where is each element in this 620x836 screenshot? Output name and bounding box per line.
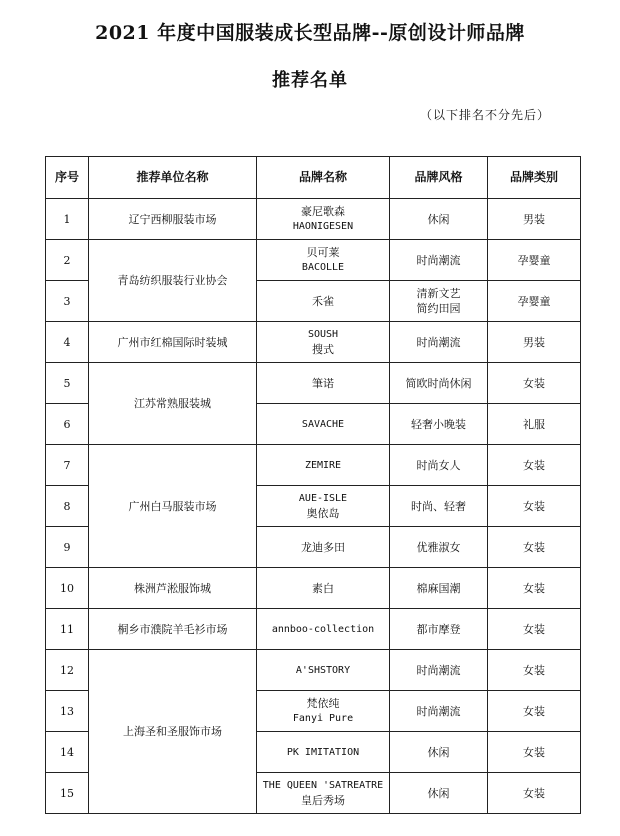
brand-style: 轻奢小晚装 bbox=[390, 404, 488, 445]
brand-category: 女装 bbox=[488, 568, 581, 609]
row-number: 3 bbox=[46, 281, 89, 322]
brand-style: 时尚女人 bbox=[390, 445, 488, 486]
brand-name: SOUSH 搜式 bbox=[257, 322, 390, 363]
recommending-unit: 辽宁西柳服装市场 bbox=[89, 199, 257, 240]
row-number: 2 bbox=[46, 240, 89, 281]
brand-name: AUE-ISLE 奥依岛 bbox=[257, 486, 390, 527]
table-body bbox=[46, 199, 581, 814]
brand-category: 女装 bbox=[488, 732, 581, 773]
recommending-unit: 株洲芦淞服饰城 bbox=[89, 568, 257, 609]
brand-name: SAVACHE bbox=[257, 404, 390, 445]
recommendation-table bbox=[45, 156, 581, 814]
brand-category: 孕婴童 bbox=[488, 240, 581, 281]
row-number: 12 bbox=[46, 650, 89, 691]
brand-style: 都市摩登 bbox=[390, 609, 488, 650]
brand-style: 清新文艺 简约田园 bbox=[390, 281, 488, 322]
brand-name: 筆诺 bbox=[257, 363, 390, 404]
row-number: 5 bbox=[46, 363, 89, 404]
brand-category: 女装 bbox=[488, 691, 581, 732]
row-number: 9 bbox=[46, 527, 89, 568]
row-number: 4 bbox=[46, 322, 89, 363]
brand-category: 女装 bbox=[488, 486, 581, 527]
brand-category: 女装 bbox=[488, 363, 581, 404]
brand-style: 休闲 bbox=[390, 732, 488, 773]
row-number: 10 bbox=[46, 568, 89, 609]
brand-style: 时尚潮流 bbox=[390, 691, 488, 732]
table-row bbox=[46, 568, 581, 609]
row-number: 13 bbox=[46, 691, 89, 732]
recommending-unit: 上海圣和圣服饰市场 bbox=[89, 650, 257, 814]
recommending-unit: 广州市红棉国际时装城 bbox=[89, 322, 257, 363]
brand-category: 女装 bbox=[488, 445, 581, 486]
table-row bbox=[46, 363, 581, 404]
brand-category: 男装 bbox=[488, 322, 581, 363]
brand-name: THE QUEEN 'SATREATRE 皇后秀场 bbox=[257, 773, 390, 814]
header-no: 序号 bbox=[46, 157, 89, 199]
brand-category: 礼服 bbox=[488, 404, 581, 445]
brand-name: 禾雀 bbox=[257, 281, 390, 322]
table-row bbox=[46, 199, 581, 240]
row-number: 15 bbox=[46, 773, 89, 814]
brand-name: 龙迪多田 bbox=[257, 527, 390, 568]
row-number: 7 bbox=[46, 445, 89, 486]
brand-name: A'SHSTORY bbox=[257, 650, 390, 691]
header-unit: 推荐单位名称 bbox=[89, 157, 257, 199]
brand-category: 女装 bbox=[488, 773, 581, 814]
brand-style: 时尚潮流 bbox=[390, 650, 488, 691]
brand-category: 孕婴童 bbox=[488, 281, 581, 322]
table-row bbox=[46, 650, 581, 691]
brand-category: 女装 bbox=[488, 609, 581, 650]
recommending-unit: 桐乡市濮院羊毛衫市场 bbox=[89, 609, 257, 650]
brand-category: 女装 bbox=[488, 527, 581, 568]
brand-style: 休闲 bbox=[390, 199, 488, 240]
header-style: 品牌风格 bbox=[390, 157, 488, 199]
document-title: 2021 年度中国服装成长型品牌--原创设计师品牌 bbox=[95, 22, 525, 44]
recommending-unit: 青岛纺织服装行业协会 bbox=[89, 240, 257, 322]
row-number: 11 bbox=[46, 609, 89, 650]
brand-style: 时尚潮流 bbox=[390, 322, 488, 363]
brand-style: 休闲 bbox=[390, 773, 488, 814]
brand-name: 素白 bbox=[257, 568, 390, 609]
brand-name: ZEMIRE bbox=[257, 445, 390, 486]
table-row bbox=[46, 445, 581, 486]
table-row bbox=[46, 322, 581, 363]
row-number: 8 bbox=[46, 486, 89, 527]
brand-category: 男装 bbox=[488, 199, 581, 240]
header-brand: 品牌名称 bbox=[257, 157, 390, 199]
recommending-unit: 江苏常熟服装城 bbox=[89, 363, 257, 445]
row-number: 1 bbox=[46, 199, 89, 240]
table-header-row bbox=[46, 157, 581, 199]
brand-category: 女装 bbox=[488, 650, 581, 691]
brand-name: 豪尼歌森 HAONIGESEN bbox=[257, 199, 390, 240]
header-category: 品牌类别 bbox=[488, 157, 581, 199]
brand-name: 梵依纯 Fanyi Pure bbox=[257, 691, 390, 732]
brand-style: 简欧时尚休闲 bbox=[390, 363, 488, 404]
brand-style: 优雅淑女 bbox=[390, 527, 488, 568]
row-number: 6 bbox=[46, 404, 89, 445]
brand-name: annboo-collection bbox=[257, 609, 390, 650]
brand-style: 时尚、轻奢 bbox=[390, 486, 488, 527]
row-number: 14 bbox=[46, 732, 89, 773]
table-row bbox=[46, 240, 581, 281]
table-row bbox=[46, 609, 581, 650]
brand-name: PK IMITATION bbox=[257, 732, 390, 773]
recommending-unit: 广州白马服装市场 bbox=[89, 445, 257, 568]
brand-style: 棉麻国潮 bbox=[390, 568, 488, 609]
brand-style: 时尚潮流 bbox=[390, 240, 488, 281]
document-subtitle: 推荐名单 bbox=[272, 70, 348, 91]
ranking-note: （以下排名不分先后） bbox=[419, 108, 550, 122]
brand-name: 贝可莱 BACOLLE bbox=[257, 240, 390, 281]
